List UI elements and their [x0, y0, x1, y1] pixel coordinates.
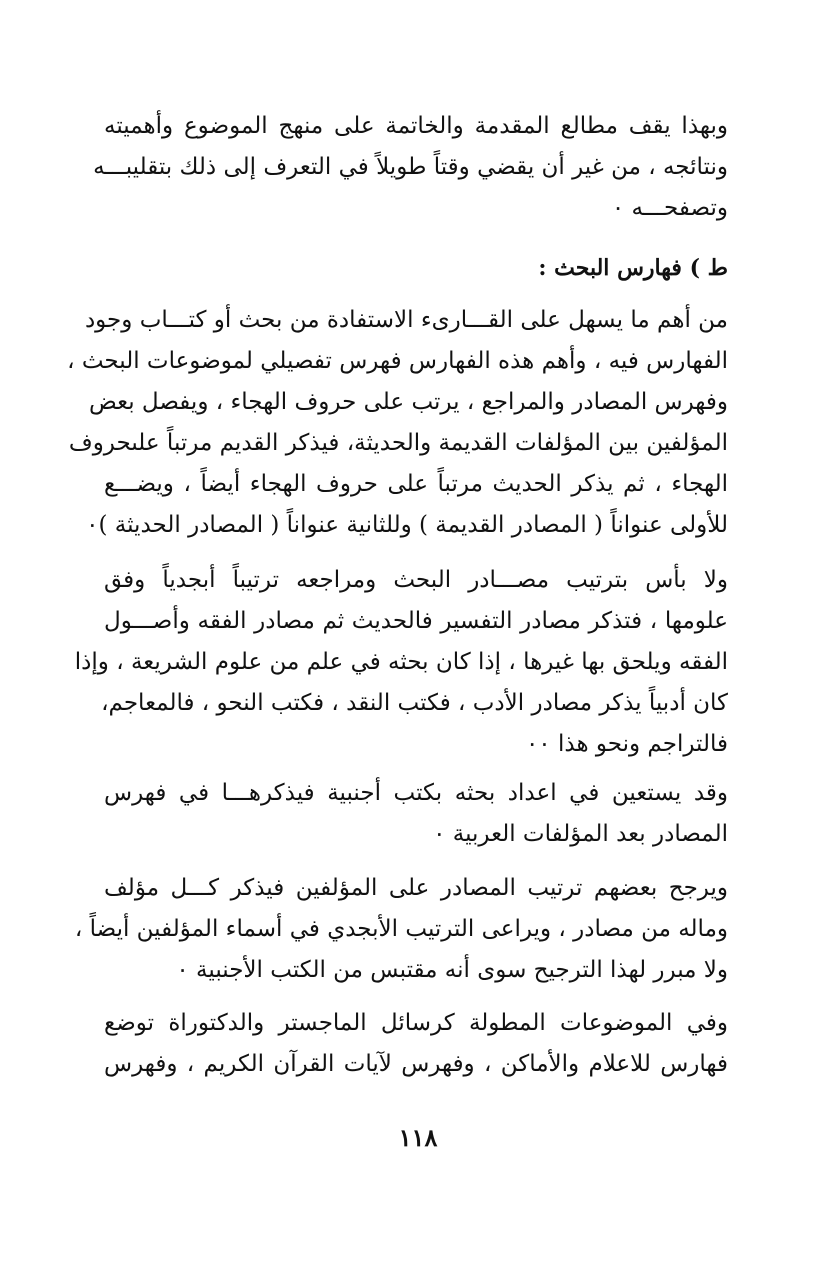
paragraph-line: من أهم ما يسهل على القـــارىء الاستفادة من بحث أو كتـــاب وجود	[84, 307, 728, 333]
paragraph-line: فالتراجم ونحو هذا ٠٠	[525, 731, 728, 757]
paragraph-line: وفهرس المصادر والمراجع ، يرتب على حروف الهجاء ، ويفصل بعض	[88, 389, 728, 415]
paragraph-3	[74, 560, 728, 765]
paragraph-line: ولا مبرر لهذا الترجيح سوى أنه مقتبس من الكتب الأجنبية ٠	[176, 957, 728, 983]
paragraph-line: المصادر بعد المؤلفات العربية ٠	[433, 821, 728, 847]
paragraph-line: للأولى عنواناً ( المصادر القديمة ) وللثانية عنواناً ( المصادر الحديثة )٠	[86, 512, 728, 538]
paragraph-line: المؤلفين بين المؤلفات القديمة والحديثة، فيذكر القديم مرتباً علىحروف	[68, 430, 728, 456]
paragraph-line: فهارس للاعلام والأماكن ، وفهرس لآيات القرآن الكريم ، وفهرس	[104, 1051, 728, 1077]
paragraph-line: ويرجح بعضهم ترتيب المصادر على المؤلفين فيذكر كـــل مؤلف	[104, 875, 728, 901]
paragraph-6	[104, 1003, 728, 1085]
page-number: ١١٨	[398, 1123, 438, 1152]
paragraph-2	[67, 300, 728, 546]
paragraph-line: وتصفحـــه ٠	[611, 195, 728, 221]
paragraph-line: علومها ، فتذكر مصادر التفسير فالحديث ثم مصادر الفقه وأصـــول	[104, 608, 728, 634]
paragraph-line: ولا بأس بترتيب مصـــادر البحث ومراجعه ترتيباً أبجدياً وفق	[104, 567, 728, 593]
paragraph-line: ونتائجه ، من غير أن يقضي وقتاً طويلاً في التعرف إلى ذلك بتقليبـــه	[93, 154, 728, 180]
paragraph-line: الفهارس فيه ، وأهم هذه الفهارس فهرس تفصيلي لموضوعات البحث ،	[67, 348, 728, 374]
paragraph-line: كان أدبياً يذكر مصادر الأدب ، فكتب النقد ، فكتب النحو ، فالمعاجم،	[101, 690, 728, 716]
paragraph-line: الفقه ويلحق بها غيرها ، إذا كان بحثه في علم من علوم الشريعة ، وإذا	[74, 649, 728, 675]
paragraph-line: الهجاء ، ثم يذكر الحديث مرتباً على حروف الهجاء أيضاً ، ويضـــع	[104, 471, 728, 497]
paragraph-line: وفي الموضوعات المطولة كرسائل الماجستر والدكتوراة توضع	[104, 1010, 728, 1036]
paragraph-4	[104, 773, 728, 855]
paragraph-line: وبهذا يقف مطالع المقدمة والخاتمة على منهج الموضوع وأهميته	[104, 113, 728, 139]
section-heading: ط ) فهارس البحث :	[538, 255, 728, 281]
paragraph-5	[74, 868, 728, 991]
paragraph-1	[93, 106, 728, 229]
paragraph-line: وماله من مصادر ، ويراعى الترتيب الأبجدي في أسماء المؤلفين أيضاً ،	[74, 916, 728, 942]
paragraph-line: وقد يستعين في اعداد بحثه بكتب أجنبية فيذكرهـــا في فهرس	[104, 780, 728, 806]
